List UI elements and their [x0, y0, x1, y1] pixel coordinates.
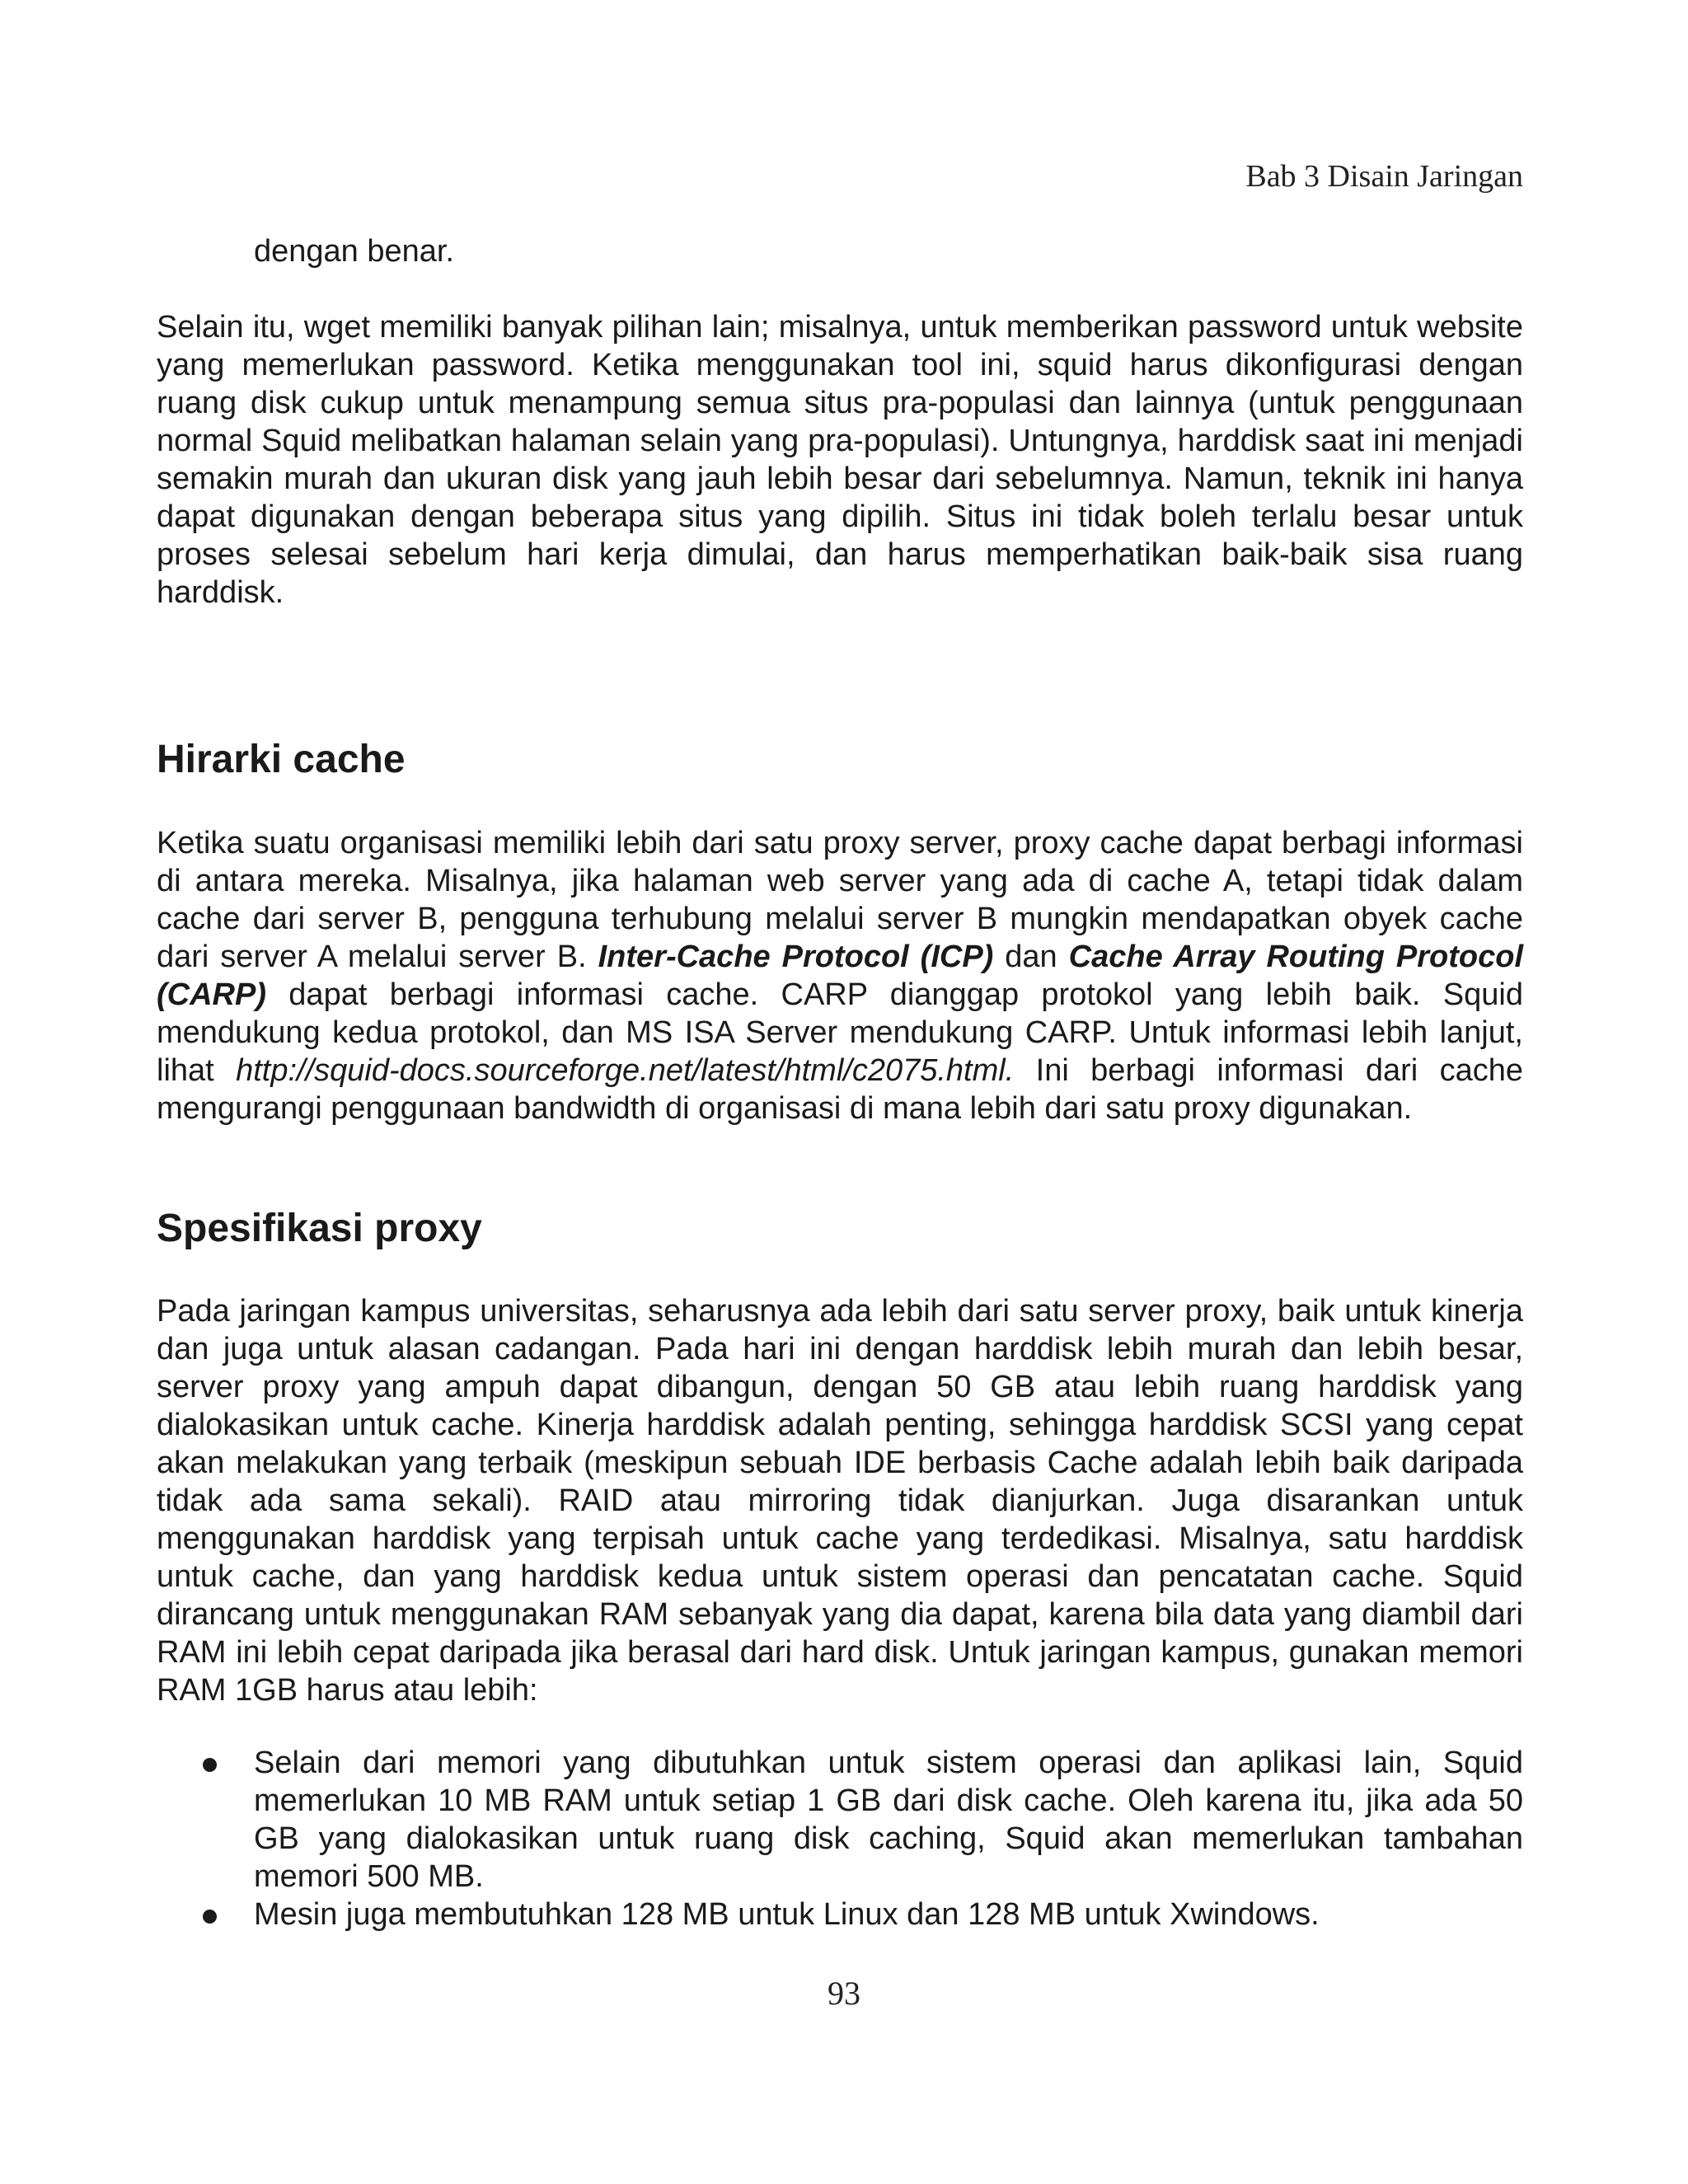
hirarki-text-part2: dan: [1005, 940, 1057, 974]
list-item: [157, 1896, 1523, 1933]
list-item-text: Selain dari memori yang dibutuhkan untuk sistem operasi dan aplikasi lain, Squid memerlukan 10 MB RAM untuk setiap 1 GB dari disk cache. Oleh karena itu, jika ada 50 GB yang dialokasikan untuk ruang disk caching, Squid akan memerlukan tambahan memori 500 MB.: [254, 1746, 1523, 1894]
bullet-icon: [203, 1910, 217, 1924]
intro-paragraph: Selain itu, wget memiliki banyak pilihan lain; misalnya, untuk memberikan password untuk website yang memerlukan password. Ketika menggunakan tool ini, squid harus dikonfigurasi dengan ruang disk cukup untuk menampung semua situs pra-populasi dan lainnya (untuk penggunaan normal Squid melibatkan halaman selain yang pra-populasi). Untungnya, harddisk saat ini menjadi semakin murah dan ukuran disk yang jauh lebih besar dari sebelumnya. Namun, teknik ini hanya dapat digunakan dengan beberapa situs yang dipilih. Situs ini tidak boleh terlalu besar untuk proses selesai sebelum hari kerja dimulai, dan harus memperhatikan baik-baik sisa ruang harddisk.: [157, 310, 1523, 610]
hirarki-text-part4: Ini berbagi informasi dari cache mengurangi penggunaan bandwidth di organisasi di mana lebih dari satu proxy digunakan.: [157, 1053, 1523, 1126]
squid-docs-link[interactable]: http://squid-docs.sourceforge.net/latest/html/c2075.html.: [236, 1053, 1015, 1088]
hirarki-text-part1: Ketika suatu organisasi memiliki lebih dari satu proxy server, proxy cache dapat berbagi informasi di antara mereka. Misalnya, jika halaman web server yang ada di cache A, tetapi tidak dalam cache dari server B, pengguna terhubung melalui server B mungkin mendapatkan obyek cache dari server A melalui server B.: [157, 826, 1523, 974]
icp-term: Inter-Cache Protocol (ICP): [598, 940, 994, 974]
spesifikasi-paragraph: Pada jaringan kampus universitas, seharusnya ada lebih dari satu server proxy, baik untuk kinerja dan juga untuk alasan cadangan. Pada hari ini dengan harddisk lebih murah dan lebih besar, server proxy yang ampuh dapat dibangun, dengan 50 GB atau lebih ruang harddisk yang dialokasikan untuk cache. Kinerja harddisk adalah penting, sehingga harddisk SCSI yang cepat akan melakukan yang terbaik (meskipun sebuah IDE berbasis Cache adalah lebih baik daripada tidak ada sama sekali). RAID atau mirroring tidak dianjurkan. Juga disarankan untuk menggunakan harddisk yang terpisah untuk cache yang terdedikasi. Misalnya, satu harddisk untuk cache, dan yang harddisk kedua untuk sistem operasi dan pencatatan cache. Squid dirancang untuk menggunakan RAM sebanyak yang dia dapat, karena bila data yang diambil dari RAM ini lebih cepat daripada jika berasal dari hard disk. Untuk jaringan kampus, gunakan memori RAM 1GB harus atau lebih:: [157, 1294, 1523, 1708]
requirements-list: [157, 1744, 1523, 1933]
list-item: [157, 1744, 1523, 1896]
continuation-text: dengan benar.: [254, 234, 455, 269]
section-heading-spesifikasi-proxy: Spesifikasi proxy: [157, 1207, 482, 1250]
section-heading-hirarki-cache: Hirarki cache: [157, 738, 406, 781]
running-header: Bab 3 Disain Jaringan: [1245, 159, 1523, 194]
list-item-text: Mesin juga membutuhkan 128 MB untuk Linux dan 128 MB untuk Xwindows.: [254, 1897, 1320, 1932]
carp-term: Cache Array Routing Protocol (CARP): [157, 940, 1524, 1012]
bullet-icon: [203, 1758, 217, 1772]
hirarki-text-part3: dapat berbagi informasi cache. CARP dianggap protokol yang lebih baik. Squid mendukung kedua protokol, dan MS ISA Server mendukung CARP. Untuk informasi lebih lanjut, lihat: [157, 977, 1523, 1088]
hirarki-paragraph: [157, 824, 1523, 1127]
page-number: 93: [828, 1975, 860, 2012]
